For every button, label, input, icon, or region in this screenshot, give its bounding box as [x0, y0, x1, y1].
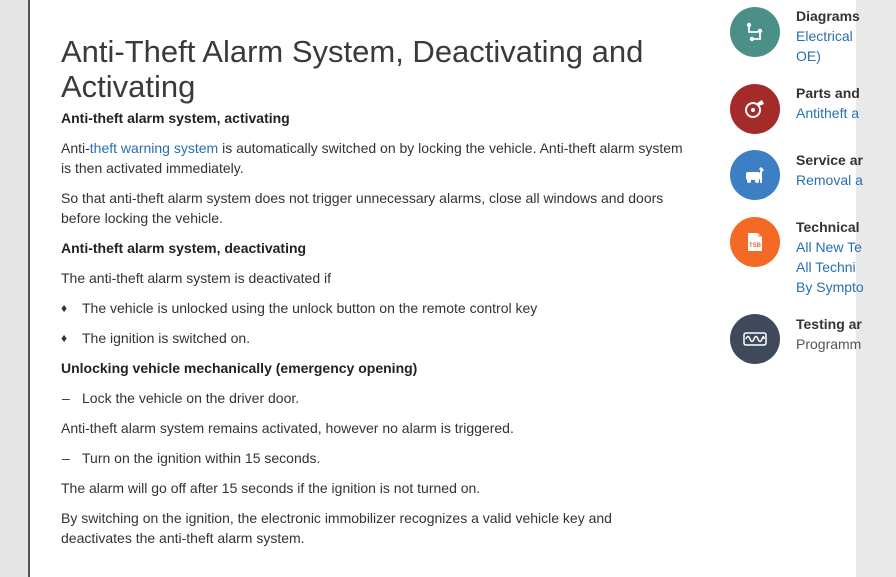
step-item — [61, 448, 686, 468]
parts-icon[interactable] — [730, 84, 780, 134]
paragraph-suffix: is automatically switched on by locking the vehicle. Anti-theft alarm system is then activated immediately. — [61, 140, 683, 176]
sidebar-text: Programm — [796, 336, 862, 352]
sidebar-link[interactable]: Electrical — [796, 28, 853, 44]
theft-warning-system-link[interactable]: theft warning system — [89, 140, 219, 156]
sidebar-item-title: Technical — [796, 219, 860, 235]
diamond-bullet-icon: ♦ — [61, 331, 68, 345]
content-panel — [28, 0, 864, 577]
tsb-badge: TSB — [749, 243, 761, 249]
list-item — [61, 298, 686, 318]
list-item-text: The vehicle is unlocked using the unlock button on the remote control key — [82, 300, 538, 316]
sidebar-link[interactable]: All Techni — [796, 259, 856, 275]
section-heading-activating: Anti-theft alarm system, activating — [61, 110, 290, 126]
dash-marker: – — [62, 390, 70, 406]
section-heading-unlocking: Unlocking vehicle mechanically (emergency opening) — [61, 360, 418, 376]
list-item — [61, 328, 686, 348]
paragraph-remains-activated: Anti-theft alarm system remains activated, however no alarm is triggered. — [61, 420, 514, 436]
sidebar-item-title: Diagrams — [796, 8, 860, 24]
paragraph-activation — [61, 138, 686, 178]
sidebar-item-title: Parts and — [796, 85, 860, 101]
waveform-icon[interactable] — [730, 314, 780, 364]
list-item-text: The ignition is switched on. — [82, 330, 251, 346]
paragraph-close-windows: So that anti-theft alarm system does not trigger unnecessary alarms, close all windows and doors before locking the vehicle. — [61, 190, 664, 226]
paragraph-prefix: Anti- — [61, 140, 90, 156]
diagram-icon[interactable] — [730, 7, 780, 57]
step-text: Lock the vehicle on the driver door. — [82, 390, 300, 406]
sidebar-item-title: Testing ar — [796, 316, 862, 332]
paragraph-alarm-goes-off: The alarm will go off after 15 seconds if the ignition is not turned on. — [61, 480, 481, 496]
tsb-icon[interactable] — [730, 217, 780, 267]
sidebar-link[interactable]: All New Te — [796, 239, 862, 255]
paragraph-immobilizer: By switching on the ignition, the electronic immobilizer recognizes a valid vehicle key and deactivates the anti-theft alarm system. — [61, 510, 612, 546]
diamond-bullet-icon: ♦ — [61, 301, 68, 315]
section-heading-deactivating: Anti-theft alarm system, deactivating — [61, 240, 307, 256]
page-title: Anti-Theft Alarm System, Deactivating and Activating — [61, 34, 644, 104]
sidebar-link[interactable]: By Sympto — [796, 279, 864, 295]
sidebar-link[interactable]: OE) — [796, 48, 821, 64]
window-left-strip — [0, 0, 28, 577]
dash-marker: – — [62, 450, 70, 466]
sidebar-item-title: Service ar — [796, 152, 863, 168]
paragraph-deactivated-if: The anti-theft alarm system is deactivated if — [61, 270, 331, 286]
step-text: Turn on the ignition within 15 seconds. — [82, 450, 321, 466]
sidebar-link[interactable]: Removal a — [796, 172, 863, 188]
service-icon[interactable] — [730, 150, 780, 200]
step-item — [61, 388, 686, 408]
article — [61, 0, 686, 548]
sidebar-link[interactable]: Antitheft a — [796, 105, 860, 121]
